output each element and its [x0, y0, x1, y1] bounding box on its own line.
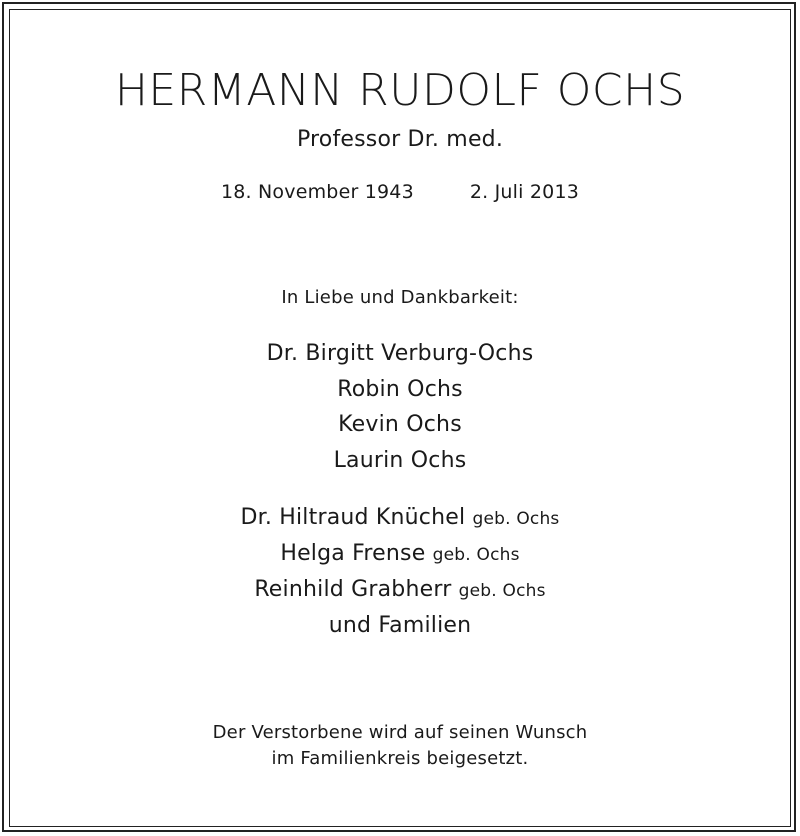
sibling-entry — [0, 539, 800, 570]
maiden-name-suffix: geb. Ochs — [432, 545, 520, 565]
death-date: 2. Juli 2013 — [469, 181, 580, 203]
family-member: Dr. Birgitt Verburg-Ochs — [266, 341, 534, 366]
sibling-entry — [0, 503, 800, 534]
intro-text: In Liebe und Dankbarkeit: — [281, 287, 519, 308]
sibling-entry — [0, 575, 800, 606]
family-member: Laurin Ochs — [333, 448, 467, 473]
deceased-name: HERMANN RUDOLF OCHS — [114, 65, 686, 116]
maiden-name-suffix: geb. Ochs — [472, 509, 560, 529]
sibling-name: Helga Frense — [280, 541, 426, 566]
sibling-name: Dr. Hiltraud Knüchel — [240, 505, 466, 530]
maiden-name-suffix: geb. Ochs — [458, 581, 546, 601]
life-dates — [0, 178, 800, 206]
family-member: Kevin Ochs — [338, 412, 462, 437]
family-member: Robin Ochs — [337, 377, 463, 402]
sibling-name: Reinhild Grabherr — [254, 577, 452, 602]
families-line: und Familien — [328, 613, 472, 638]
academic-title: Professor Dr. med. — [296, 127, 504, 152]
birth-date: 18. November 1943 — [220, 181, 414, 203]
footer-line-1: Der Verstorbene wird auf seinen Wunsch — [212, 722, 588, 743]
footer-line-2: im Familienkreis beigesetzt. — [271, 748, 529, 769]
